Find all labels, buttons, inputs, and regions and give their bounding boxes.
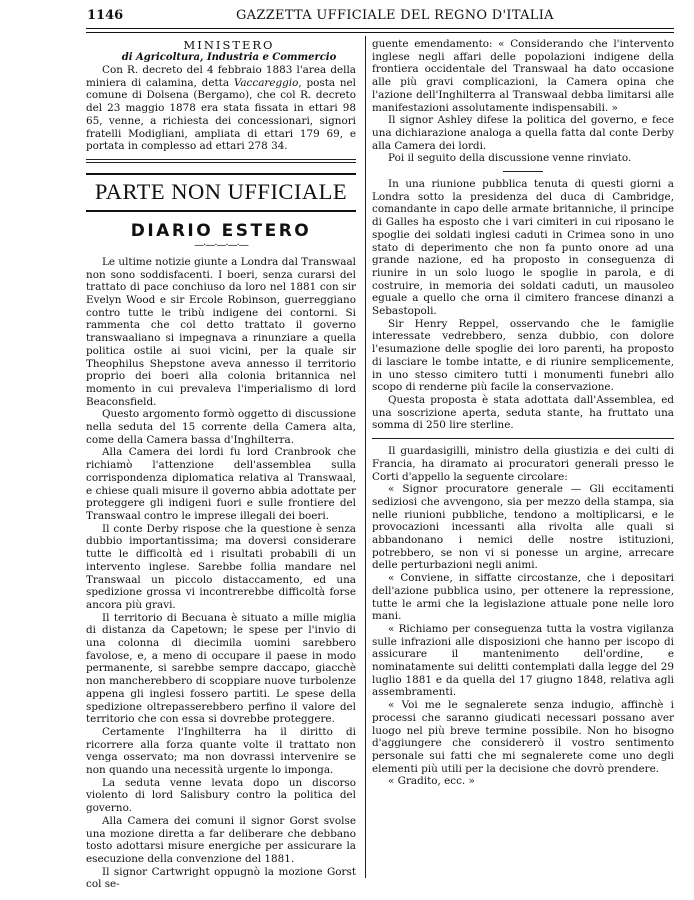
section-separator-second xyxy=(86,162,356,163)
parte-non-ufficiale-box xyxy=(86,173,356,212)
article-paragraph: Il territorio di Becuana è situato a mille miglia di distanza da Capetown; le spese per l'invio di una colonna di diecimila uomini sarebbero favolose, e, a meno di occupare il paese in modo permanente, si sarebbe sempre daccapo, giacchè non mancherebbero di scoppiare nuove turbolenze appena gli inglesi fossero partiti. Le spese della spedizione oltrepasserebbero perfino il valore del territorio che con essa si dovrebbe proteggere. xyxy=(86,611,356,726)
article-paragraph: Sir Henry Reppel, osservando che le famiglie interessate vedrebbero, senza dubbio, con dolore l'esumazione delle spoglie dei loro parenti, ha proposto di lasciare le tombe intatte, e di riunire semplicemente, in uno stesso cimitero tutti i monumenti funebri allo scopo di renderne più facile la conservazione. xyxy=(372,317,674,394)
decree-mine-name: Vaccareggio xyxy=(233,76,299,89)
page-number: 1146 xyxy=(87,8,124,23)
ministero-heading: MINISTERO xyxy=(183,38,275,52)
section-separator xyxy=(86,159,356,160)
article-paragraph: Il conte Derby rispose che la questione è senza dubbio importantissima; ma doversi considerare tutte le difficoltà ed i risultati probabili di un intervento inglese. Sarebbe follia mandare nel Transwaal un piccolo distaccamento, ed una spedizione grossa vi incontrerebbe difficoltà forse ancora più gravi. xyxy=(86,522,356,611)
ministero-decree xyxy=(86,64,356,153)
header-rule xyxy=(86,28,674,29)
page-header-title: GAZZETTA UFFICIALE DEL REGNO D'ITALIA xyxy=(236,8,554,23)
article-paragraph: Le ultime notizie giunte a Londra dal Transwaal non sono soddisfacenti. I boeri, senza curarsi del trattato di pace conchiuso da loro nel 1881 con sir Evelyn Wood e sir Ercole Robinson, guerreggiano contro tutte le tribù indigene dei contorni. Si rammenta che col detto trattato il governo transwaaliano si impegnava a rinunziare a quella politica ostile ai suoi vicini, per la quale sir Theophilus Shepstone aveva annesso il territorio proprio dei boeri alla colonia britannica nel momento in cui prevaleva l'imperialismo di lord Beaconsfield. xyxy=(86,255,356,408)
decree-text-1: Con R. decreto del 4 febbraio 1883 l'area della miniera di calamina, detta xyxy=(86,64,356,89)
article-paragraph: Il signor Cartwright oppugnò la mozione Gorst col se- xyxy=(86,865,356,891)
title-ornament: —·—·—·—·— xyxy=(194,239,248,251)
article-paragraph: In una riunione pubblica tenuta di questi giorni a Londra sotto la presidenza del duca di Cambridge, comandante in capo delle armate britanniche, il principe di Galles ha esposto che i vari cimiteri in cui riposano le spoglie dei soldati inglesi caduti in Crimea sono in uno stato di deperimento che non fa punto onore ad una grande nazione, ed ha proposto in conseguenza di riunire in un solo luogo le spoglie in parola, e di costruire, in memoria dei soldati caduti, un mausoleo eguale a quello che orna il cimitero francese dinanzi a Sebastopoli. xyxy=(372,178,674,318)
article-paragraph: Questo argomento formò oggetto di discussione nella seduta del 15 corrente della Camera alta, come della Camera bassa d'Inghilterra. xyxy=(86,408,356,446)
circular-paragraph: « Voi me le segnalerete senza indugio, affinchè i processi che saranno giudicati necessari possano aver luogo nel più breve termine possibile. Non ho bisogno d'aggiungere che considererò il vostro sentimento personale sui fatti che mi segnalerete come uno degli elementi più utili per la decisione che dovrò prendere. xyxy=(372,699,674,775)
article-paragraph: Il signor Ashley difese la politica del governo, e fece una dichiarazione analoga a quella fatta dal conte Derby alla Camera dei lordi. xyxy=(372,114,674,152)
article-paragraph: Questa proposta è stata adottata dall'Assemblea, ed una soscrizione aperta, seduta stante, ha fruttato una somma di 250 lire sterline. xyxy=(372,393,674,432)
right-column xyxy=(372,38,674,788)
circular-paragraph: « Signor procuratore generale — Gli eccitamenti sediziosi che avvengono, sia per mezzo della stampa, sia nelle riunioni pubbliche, tendono a moltiplicarsi, e le provocazioni incessanti alla rivolta alle quali si abbandonano i nemici delle nostre istituzioni, potrebbero, se non vi si ponesse un argine, arrecare delle perturbazioni negli animi. xyxy=(372,483,674,572)
header-rule-thin xyxy=(86,32,674,33)
circular-closing: « Gradito, ecc. » xyxy=(388,775,475,788)
article-paragraph: La seduta venne levata dopo un discorso violento di lord Salisbury contro la politica del governo. xyxy=(86,776,356,815)
article-paragraph: Il guardasigilli, ministro della giustizia e dei culti di Francia, ha diramato ai procuratori generali presso le Corti d'appello la seguente circolare: xyxy=(372,445,674,483)
article-paragraph: Alla Camera dei lordi fu lord Cranbrook che richiamò l'attenzione dell'assemblea sulla corrispondenza diplomatica relativa al Transwaal, e chiese quali misure il governo abbia adottate per proteggere gli indigeni fuori e sulle frontiere del Transwaal contro le imprese illegali dei boeri. xyxy=(86,446,356,522)
column-divider xyxy=(365,36,366,878)
ministero-subheading: di Agricoltura, Industria e Commercio xyxy=(121,52,337,63)
article-paragraph: Certamente l'Inghilterra ha il diritto di ricorrere alla forza quante volte il trattato non venga osservato; ma non dovrassi intervenire se non quando una necessità urgente lo imponga. xyxy=(86,725,356,777)
short-separator xyxy=(503,171,543,172)
article-paragraph: Alla Camera dei comuni il signor Gorst svolse una mozione diretta a far deliberare che debbano tosto adottarsi misure energiche per assicurare la esecuzione della convenzione del 1881. xyxy=(86,814,356,865)
decree-text-2: , posta nel comune di Dolsena (Bergamo), che col R. decreto del 23 maggio 1878 era stata fissata in ettari 98 65, venne, a richiesta dei concessionari, signori fratelli Modigliani, ampliata di ettari 179 69, e portata in complesso ad ettari 278 34. xyxy=(86,76,357,153)
parte-non-ufficiale-title: PARTE NON UFFICIALE xyxy=(94,178,348,204)
article-paragraph: Poi il seguito della discussione venne rinviato. xyxy=(388,152,632,165)
diario-estero-title: DIARIO ESTERO xyxy=(130,220,312,241)
circular-paragraph: « Richiamo per conseguenza tutta la vostra vigilanza sulle infrazioni alle disposizioni che hanno per iscopo di assicurare il mantenimento dell'ordine, e nominatamente sui delitti contemplati dalla legge del 29 luglio 1881 e da quella del 17 giugno 1848, relativa agli assembramenti. xyxy=(372,622,674,699)
article-paragraph: guente emendamento: « Considerando che l'intervento inglese negli affari delle popolazioni indigene della frontiera occidentale del Transwaal ha dato occasione alle più gravi complicazioni, la Camera opina che l'azione dell'Inghilterra al Transwaal debba limitarsi alle manifestazioni assolutamente indispensabili. » xyxy=(372,38,674,114)
left-column xyxy=(86,38,356,891)
block-separator xyxy=(372,438,674,439)
circular-paragraph: « Conviene, in siffatte circostanze, che i depositari dell'azione pubblica usino, per ottenere la repressione, tutte le armi che la legislazione attuale pone nelle loro mani. xyxy=(372,572,674,623)
